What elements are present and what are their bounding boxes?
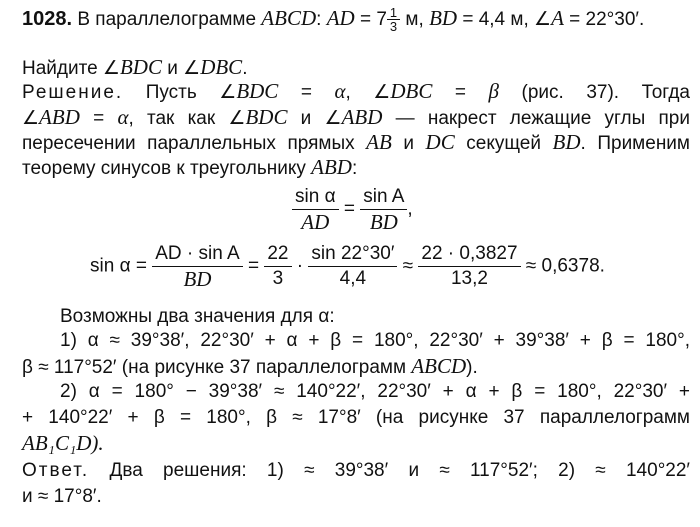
find-text: Найдите ∠ [22,58,120,79]
bd-value: = 4,4 м, ∠ [457,9,552,30]
equals: = [278,82,335,103]
answer-label: Ответ. [22,460,90,481]
solution-label: Решение. [22,82,124,103]
case-2-line-2: + 140°22′ + β = 180°, β ≈ 17°8′ (на рисунке 37 параллелограмм [22,407,690,428]
angle-abd: ABD [341,105,383,129]
colon: : [316,9,327,30]
equals: = [338,198,361,220]
fraction-22-3 [264,242,291,291]
denominator: 4,4 [339,268,367,289]
answer-text: Два решения: 1) ≈ 39°38′ и ≈ 117°52′; 2) ≈ 140°22′ [89,460,690,481]
fraction-sin-a-bd [360,185,407,234]
solution-text: Пусть ∠ [123,82,237,103]
problem-line-1 [22,6,690,33]
segment-ad: AD [326,6,355,30]
numerator: AD · sin A [152,242,242,267]
ad-unit: м, [400,9,430,30]
numerator: sin 22°30′ [308,242,397,267]
solution-line-2 [22,105,690,131]
fraction-one-third [387,6,400,33]
solution-text: пересечении параллельных прямых [22,133,367,154]
comma: , [407,198,413,220]
line-dc: DC [425,130,455,154]
numerator: 22 · 0,3827 [418,242,520,267]
alpha-symbol: α [334,79,346,103]
approx: ≈ [397,255,419,277]
cases-intro: Возможны два значения для α: [60,306,335,327]
solution-text: — накрест лежащие углы при [382,108,690,129]
fraction-sin-22-30-over-4-4 [308,242,397,291]
answer-line-1 [22,459,690,483]
formula-sin-alpha-computation [90,242,605,291]
fraction-sin-alpha-ad [292,185,339,234]
fraction-ad-sin-a-bd [152,242,242,291]
formula-law-of-sines [292,185,413,234]
period: . [242,58,248,79]
fraction-denominator: 3 [389,19,398,35]
case-1-line-2 [22,354,690,380]
fraction-product-over-13-2 [418,242,520,291]
case-2-line-3: AB₁C₁D). [22,431,104,455]
figure-abcd: ABCD [261,6,317,30]
line-ab: AB [366,130,392,154]
triangle-abd: ABD [311,155,352,179]
colon: : [351,158,358,179]
ad-value: = 7 [354,9,387,30]
angle-dbc: DBC [390,79,433,103]
problem-line-2 [22,55,690,81]
alpha-symbol: α [117,105,129,129]
solution-text: секущей [454,133,553,154]
fraction-numerator: 1 [387,6,400,20]
angle-bdc: BDC [245,105,288,129]
case-1-line-1: 1) α ≈ 39°38′, 22°30′ + α + β = 180°, 22°30′ + 39°38′ + β = 180°, [60,330,690,351]
answer-line-2: и ≈ 17°8′. [22,486,102,507]
multiply: · [291,255,309,277]
denominator: AD [301,210,330,234]
solution-text: и [391,133,426,154]
angle-bdc: BDC [119,55,162,79]
formula-result: ≈ 0,6378. [520,255,605,277]
angle-dbc: DBC [200,55,243,79]
denominator: BD [369,210,398,234]
solution-text: , так как ∠ [128,108,246,129]
denominator: BD [183,267,212,291]
equals: = [79,108,118,129]
angle-a: A [551,6,564,30]
case-text: β ≈ 117°52′ (на рисунке 37 параллелограмм [22,357,412,378]
denominator: 3 [272,268,284,289]
case-text: ). [466,357,478,378]
numerator: 22 [264,242,291,267]
numerator: sin α [292,185,339,210]
angle-bdc: BDC [236,79,279,103]
solution-text: (рис. 37). Тогда [498,82,690,103]
statement-text: В параллелограмме [72,9,262,30]
numerator: sin A [360,185,407,210]
solution-text: , ∠ [345,82,391,103]
angle-abd: ABD [39,105,80,129]
solution-text: теорему синусов к треугольнику [22,158,312,179]
equals: = [242,255,265,277]
beta-symbol: β [488,79,499,103]
solution-text: и ∠ [287,108,342,129]
problem-number: 1028. [22,8,73,30]
formula-lhs: sin α = [90,255,153,277]
segment-bd: BD [429,6,458,30]
line-bd: BD [552,130,581,154]
equals: = [432,82,489,103]
solution-line-1 [22,79,690,105]
angle-symbol: ∠ [22,108,40,129]
solution-line-4 [22,155,690,181]
case-2-line-1: 2) α = 180° − 39°38′ ≈ 140°22′, 22°30′ + α + β = 180°, 22°30′ + [60,381,690,402]
figure-abcd: ABCD [411,354,467,378]
denominator: 13,2 [450,268,488,289]
solution-text: . Применим [580,133,690,154]
and-text: и ∠ [161,58,201,79]
solution-line-3 [22,130,690,156]
angle-a-value: = 22°30′. [563,9,645,30]
